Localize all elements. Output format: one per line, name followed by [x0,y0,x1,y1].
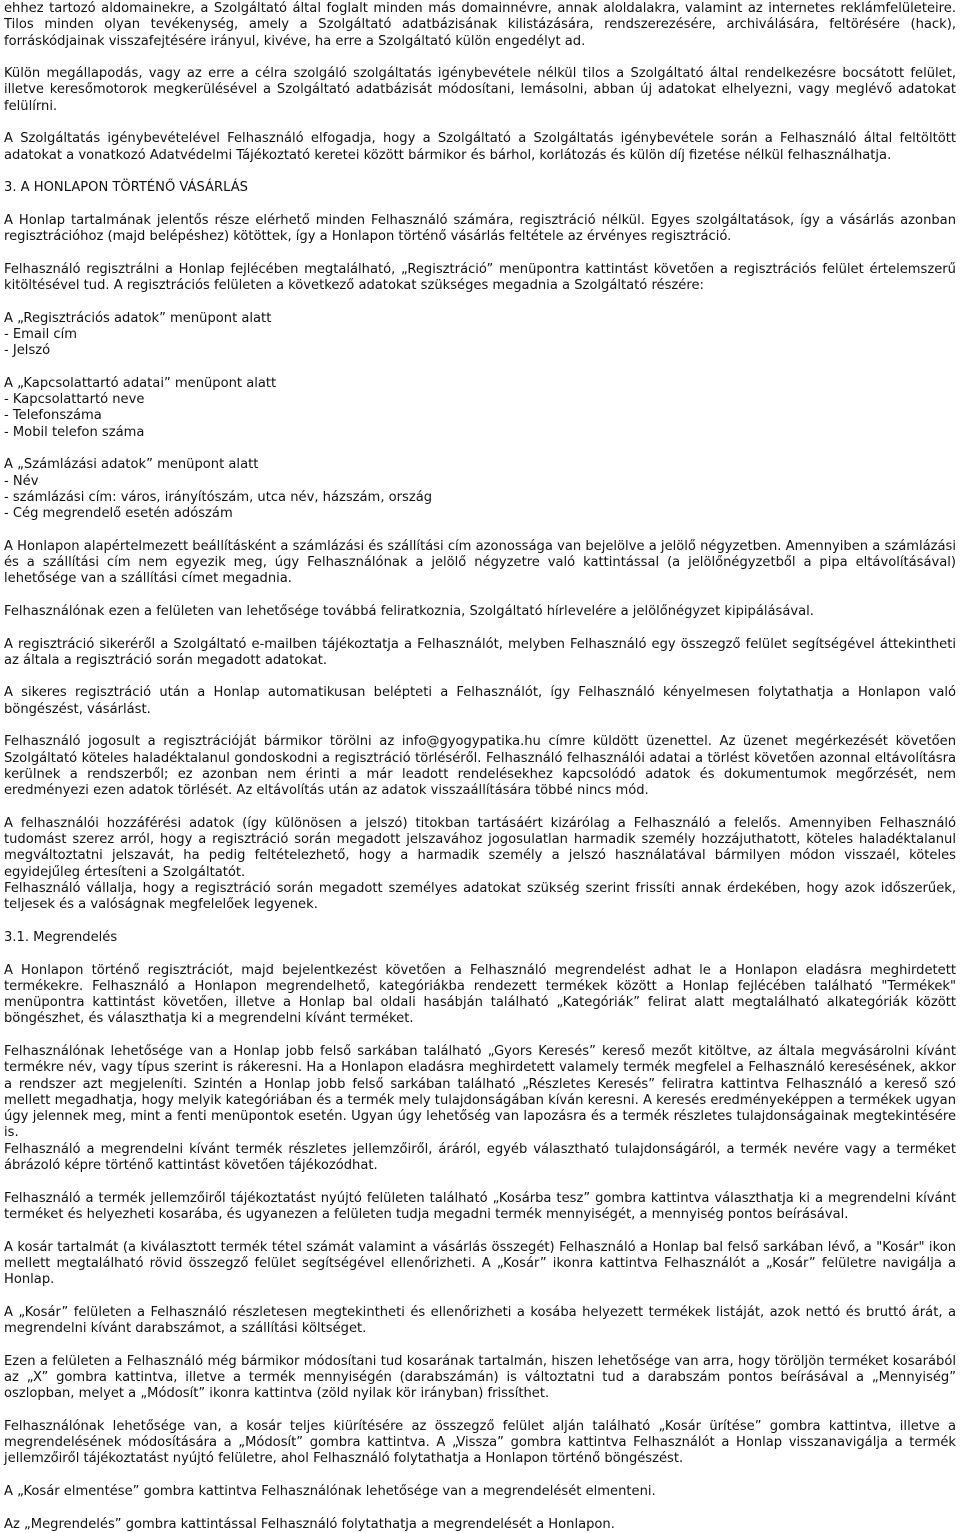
paragraph-database-protection: Külön megállapodás, vagy az erre a célra szolgáló szolgáltatás igénybevétele nélkül tilos a Szolgáltató által rendelkezésre bocsátott felület, illetve keresőmotorok megkerülésével a Szolgáltató adatbázisát módosítani, lemásolni, abban új adatokat elhelyezni, vagy meglévő adatokat felülírni. [4,66,956,114]
list-item: - Név [4,473,39,489]
paragraph-cart-summary: A kosár tartalmát (a kiválasztott termék tétel számát valamint a vásárlás összegét) Felhasználó a Honlap bal felső sarkában lévő, a "Kosár" ikon mellett megtalálható rövid összegző felület segítségével ellenőrizheti. A „Kosár” ikonra kattintva Felhasználót a „Kosár” felületre navigálja a Honlap. [4,1239,956,1288]
list-item: - Kapcsolattartó neve [4,392,145,408]
paragraph-quick-search: Felhasználónak lehetősége van a Honlap jobb felső sarkában található „Gyors Keresés” kereső mezőt kitöltve, az általa megvásárolni kívánt termékre név, vagy típus szerint is rákeresni. Ha a Honlapon eladásra meghirdetett valamely termék megfelel a Felhasználó keresésének, akkor a rendszer azt megjeleníti. Szintén a Honlap jobb felső sarkában található „Részletes Keresés” feliratra kattintva Felhasználó a kereső szó mellett megadhatja, hogy melyik kategóriában és a termék mely tulajdonságában kíván keresni. A keresés eredményeképpen a termékek ugyan úgy jelennek meg, mint a fenti menüpontok esetén. Ugyan úgy lehetőség van lapozásra és a termék részletes tulajdonságainak megtekintésére is. [4,1044,956,1141]
paragraph-order-continue: Az „Megrendelés” gombra kattintással Felhasználó folytathatja a megrendelését a Honlapon. [4,1516,615,1532]
list-item: - Telefonszáma [4,408,102,424]
paragraph-data-update: Felhasználó vállalja, hogy a regisztráció során megadott személyes adatokat szükség szerint frissíti annak érdekében, hogy azok időszerűek, teljesek és a valóságnak megfelelőek legyenek. [4,881,956,913]
paragraph-password-secrecy: A felhasználói hozzáférési adatok (így különösen a jelszó) titokban tartásáért kizárólag a Felhasználó a felelős. Amennyiben Felhasználó tudomást szerez arról, hogy a regisztráció során megadott jelszavához jogosulatlan harmadik személy hozzájuthatott, köteles haladéktalanul megváltoztatni jelszavát, ha pedig feltételezhető, hogy a harmadik személy a jelszó használatával bármilyen módon visszaél, köteles egyidejűleg értesíteni a Szolgáltatót. [4,815,956,880]
list-item: A „Kapcsolattartó adatai” menüpont alatt [4,375,277,391]
paragraph-registration-required: A Honlap tartalmának jelentős része elérhető minden Felhasználó számára, regisztráció nélkül. Egyes szolgáltatások, így a vásárlás azonban regisztrációhoz (majd belépéshez) kötöttek, így a Honlapon történő vásárlás feltétele az érvényes regisztráció. [4,212,956,245]
paragraph-product-details: Felhasználó a megrendelni kívánt termék részletes jellemzőiről, áráról, egyéb választható tulajdonságáról, a termék nevére vagy a terméket ábrázoló képre történő kattintást követően tájékozódhat. [4,1141,956,1174]
list-contact-data [4,376,956,441]
list-item: - Cég megrendelő esetén adószám [4,506,233,522]
list-item: - számlázási cím: város, irányítószám, utca név, házszám, ország [4,489,433,505]
paragraph-order-browse: A Honlapon történő regisztrációt, majd bejelentkezést követően a Felhasználó megrendelést adhat le a Honlapon eladásra meghirdetett termékekre. Felhasználó a Honlapon megrendelhető, kategóriákba rendezett termékek között a Honlap fejlécében található "Termékek" menüpontra kattintást követően, illetve a Honlap bal oldali hasábján található „Kategóriák” felirat alatt megtalálható alkategóriák között böngészhet, és választhatja ki a megrendelni kívánt terméket. [4,962,956,1027]
paragraph-cart-modify: Ezen a felületen a Felhasználó még bármikor módosítani tud kosarának tartalmán, hiszen lehetősége van arra, hogy töröljön terméket kosarából az „X” gombra kattintva, illetve a termék mennyiségén (darabszámán) is változtatni tud a darabszám pontos beírásával a „Mennyiség” oszlopban, melyet a „Módosít” ikonra kattintva (zöld nyilak kör irányban) frissíthet. [4,1353,956,1402]
paragraph-add-to-cart: Felhasználó a termék jellemzőiről tájékoztatást nyújtó felületen található „Kosárba tesz” gombra kattintva választhatja ki a megrendelni kívánt terméket és helyezheti kosarába, és ugyanezen a felületen tudja megadni termék mennyiségét, a mennyiség pontos beírásával. [4,1190,956,1222]
paragraph-registration-how: Felhasználó regisztrálni a Honlap fejlécében megtalálható, „Regisztráció” menüpontra kattintást követően a regisztrációs felület értelemszerű kitöltésével tud. A regisztrációs felületen a következő adatokat szükséges megadnia a Szolgáltató részére: [4,261,956,294]
paragraph-registration-delete: Felhasználó jogosult a regisztrációját bármikor törölni az info@gyogypatika.hu címre küldött üzenettel. Az üzenet megérkezését követően Szolgáltató köteles haladéktalanul gondoskodni a regisztráció törléséről. Felhasználó felhasználói adatai a törlést követően azonnal eltávolításra kerülnek a rendszerből; ez azonban nem érinti a már leadott rendelésekhez kapcsolódó adatok és dokumentumok megőrzését, nem eredményezi ezen adatok törlését. Az eltávolítás után az adatok visszaállítására többé nincs mód. [4,734,956,799]
list-item: - Email cím [4,326,77,342]
list-billing-data [4,457,956,522]
paragraph-cart-empty: Felhasználónak lehetősége van, a kosár teljes kiürítésére az összegző felület alján található „Kosár ürítése” gombra kattintva, illetve a megrendelésének módosítására a „Módosít” gombra kattintva. A „Vissza” gombra kattintva Felhasználót a Honlap visszanavigálja a termék jellemzőiről tájékoztatást nyújtó felületre, ahol Felhasználó folytathatja a Honlapon történő böngészést. [4,1418,956,1467]
paragraph-domain-usage: ehhez tartozó aldomainekre, a Szolgáltató által foglalt minden más domainnévre, annak aloldalakra, valamint az internetes reklámfelületeire. Tilos minden olyan tevékenység, amely a Szolgáltató adatbázisának kilistázására, rendszerezésére, archiválására, feltörésére (hack), forráskódjainak visszafejtésére irányul, kivéve, ha erre a Szolgáltató külön engedélyt ad. [4,1,956,49]
list-item: - Jelszó [4,343,51,359]
paragraph-billing-shipping: A Honlapon alapértelmezett beállításként a számlázási és szállítási cím azonossága van bejelölve a jelölő négyzetben. Amennyiben a számlázási és a szállítási cím nem egyezik meg, úgy Felhasználónak a jelölő négyzetre való kattintással (a jelölőnégyzetből a pipa eltávolításával) lehetősége van a szállítási címet megadnia. [4,538,956,587]
paragraph-cart-page: A „Kosár” felületen a Felhasználó részletesen megtekintheti és ellenőrizheti a kosába helyezett termékek listáját, azok nettó és bruttó árát, a megrendelni kívánt darabszámot, a szállítási költséget. [4,1304,956,1337]
section-heading-order: 3.1. Megrendelés [4,929,118,945]
paragraph-registration-email: A regisztráció sikeréről a Szolgáltató e-mailben tájékoztatja a Felhasználót, melyben Felhasználó egy összegző felület segítségével áttekintheti az általa a regisztráció során megadott adatokat. [4,636,956,668]
list-item: A „Regisztrációs adatok” menüpont alatt [4,310,272,326]
paragraph-cart-save: A „Kosár elmentése” gombra kattintva Felhasználónak lehetősége van a megrendelését elmenteni. [4,1484,656,1500]
paragraph-newsletter: Felhasználónak ezen a felületen van lehetősége továbbá feliratkoznia, Szolgáltató hírlevelére a jelölőnégyzet kipipálásával. [4,603,814,619]
section-heading-purchase: 3. A HONLAPON TÖRTÉNŐ VÁSÁRLÁS [4,180,248,196]
list-item: - Mobil telefon száma [4,424,145,440]
paragraph-auto-login: A sikeres regisztráció után a Honlap automatikusan belépteti a Felhasználót, így Felhasználó kényelmesen folytathatja a Honlapon való böngészést, vásárlást. [4,685,956,717]
paragraph-data-usage: A Szolgáltatás igénybevételével Felhasználó elfogadja, hogy a Szolgáltató a Szolgáltatás igénybevétele során a Felhasználó által feltöltött adatokat a vonatkozó Adatvédelmi Tájékoztató keretei között bármikor és bárhol, korlátozás és külön díj fizetése nélkül felhasználhatja. [4,131,956,163]
list-item: A „Számlázási adatok” menüpont alatt [4,457,259,473]
list-registration-data [4,311,956,360]
